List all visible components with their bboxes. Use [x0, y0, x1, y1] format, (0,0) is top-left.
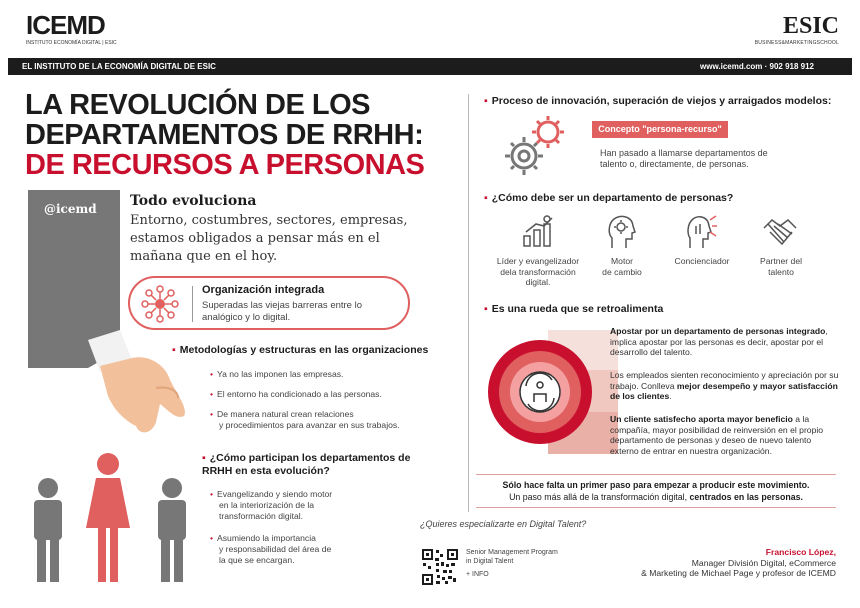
brain-head-icon: [606, 214, 636, 250]
role-partner-label: Partner del talento: [759, 256, 803, 277]
methodologies-item: • De manera natural crean relaciones: [210, 409, 354, 419]
concept-text: Han pasado a llamarse departamentos de talento o, directamente, de personas.: [600, 148, 768, 169]
role-concienciador-label: Concienciador: [674, 256, 730, 266]
participate-item: • Evangelizando y siendo motor en la interiorización de la transformación digital.: [210, 489, 333, 521]
qr-code-icon[interactable]: [421, 548, 459, 586]
title-line-1: LA REVOLUCIÓN DE LOS: [25, 89, 370, 121]
author-name: Francisco López,: [765, 547, 836, 557]
bullet-icon: •: [210, 369, 214, 379]
role-motor-label: Motor de cambio: [602, 256, 642, 277]
leader-icon: [520, 214, 556, 250]
people-illustration: [26, 446, 206, 586]
column-divider: [468, 94, 469, 512]
person-left-icon: [34, 478, 62, 582]
icemd-logo-text: ICEMD: [26, 10, 105, 40]
integrated-org-pill: [128, 276, 410, 330]
participate-item: • Asumiendo la importancia y responsabilidad del área de la que se encargan.: [210, 533, 332, 565]
awareness-icon: [686, 214, 718, 250]
page-title: [25, 90, 455, 180]
intro-heading: Todo evoluciona: [130, 193, 257, 209]
twitter-handle[interactable]: @icemd: [44, 202, 97, 216]
integrated-org-heading: Organización integrada: [202, 284, 325, 296]
esic-logo-sub: BUSINESS&MARKETINGSCHOOL: [754, 40, 839, 46]
bullet-icon: ▪: [484, 192, 488, 204]
gears-icon: [502, 110, 572, 182]
title-line-2: DEPARTAMENTOS DE RRHH:: [25, 119, 424, 151]
esic-logo[interactable]: [745, 14, 839, 46]
feedback-wheel-graphic: [478, 330, 618, 454]
methodologies-item-cont: y procedimientos para avanzar en sus trabajos.: [219, 420, 400, 430]
role-leader-label: Líder y evangelizador dela transformación digital.: [496, 256, 580, 287]
participate-heading: ▪ ¿Cómo participan los departamentos de RRHH en esta evolución?: [202, 452, 411, 477]
wheel-center: [520, 372, 560, 412]
contact-link[interactable]: www.icemd.com · 902 918 912: [700, 62, 814, 71]
esic-logo-text: ESIC: [782, 13, 839, 39]
wheel-text-3: Un cliente satisfecho aporta mayor beneficio a la compañía, mayor posibilidad de reinversión en el propio departamento de personas y deseo de nuevo talento externo de entrar en nuestra organización.: [610, 414, 824, 456]
top-bar: [8, 58, 852, 75]
call-to-action-box: [476, 474, 836, 508]
methodologies-item: • El entorno ha condicionado a las personas.: [210, 389, 382, 399]
title-line-3: DE RECURSOS A PERSONAS: [25, 149, 425, 181]
icemd-logo[interactable]: [26, 12, 126, 48]
call-to-action-text: Sólo hace falta un primer paso para empezar a producir este movimiento. Un paso más allá de la transformación digital, centrados en las personas.: [502, 480, 810, 502]
bullet-icon: •: [210, 409, 214, 419]
specialize-question[interactable]: ¿Quieres especializarte en Digital Talent?: [420, 519, 587, 529]
person-center-icon: [86, 453, 130, 582]
wheel-heading: ▪ Es una rueda que se retroalimenta: [484, 303, 664, 315]
network-icon: [140, 284, 180, 324]
pill-separator: [192, 286, 193, 322]
bullet-icon: ▪: [484, 303, 488, 315]
methodologies-heading: ▪ Metodologías y estructuras en las organizaciones: [172, 344, 429, 356]
bullet-icon: ▪: [484, 95, 488, 107]
concept-badge: Concepto "persona-recurso": [592, 121, 728, 138]
intro-text: Entorno, costumbres, sectores, empresas, estamos obligados a pensar más en el mañana que en el hoy.: [130, 213, 408, 264]
wheel-text-1: Apostar por un departamento de personas integrado, implica apostar por las personas es decir, apostar por el desarrollo del talento.: [610, 326, 828, 357]
bullet-icon: •: [210, 389, 214, 399]
innovation-heading: ▪ Proceso de innovación, superación de viejos y arraigados modelos:: [484, 95, 832, 107]
wheel-text-2: Los empleados sienten reconocimiento y apreciación por su trabajo. Conlleva mejor desempeño y mayor satisfacción de los clientes.: [610, 370, 839, 401]
bullet-icon: •: [210, 533, 214, 543]
icemd-logo-sub: INSTITUTO ECONOMÍA DIGITAL | ESIC: [26, 40, 117, 46]
integrated-org-text: Superadas las viejas barreras entre lo analógico y lo digital.: [202, 300, 363, 323]
department-heading: ▪ ¿Cómo debe ser un departamento de personas?: [484, 192, 734, 204]
author-credit: Francisco López, Manager División Digital, eCommerce & Marketing de Michael Page y profesor de ICEMD: [641, 547, 836, 578]
handshake-icon: [762, 214, 798, 250]
bullet-icon: ▪: [172, 344, 176, 356]
bullet-icon: ▪: [202, 452, 206, 464]
bullet-icon: •: [210, 489, 214, 499]
top-bar-left-text: EL INSTITUTO DE LA ECONOMÍA DIGITAL DE ESIC: [22, 62, 216, 71]
hand-shape: [100, 357, 185, 432]
person-right-icon: [158, 478, 186, 582]
methodologies-item: • Ya no las imponen las empresas.: [210, 369, 344, 379]
more-info-link[interactable]: + INFO: [466, 571, 489, 578]
program-info[interactable]: Senior Management Program in Digital Talent + INFO: [466, 549, 558, 578]
